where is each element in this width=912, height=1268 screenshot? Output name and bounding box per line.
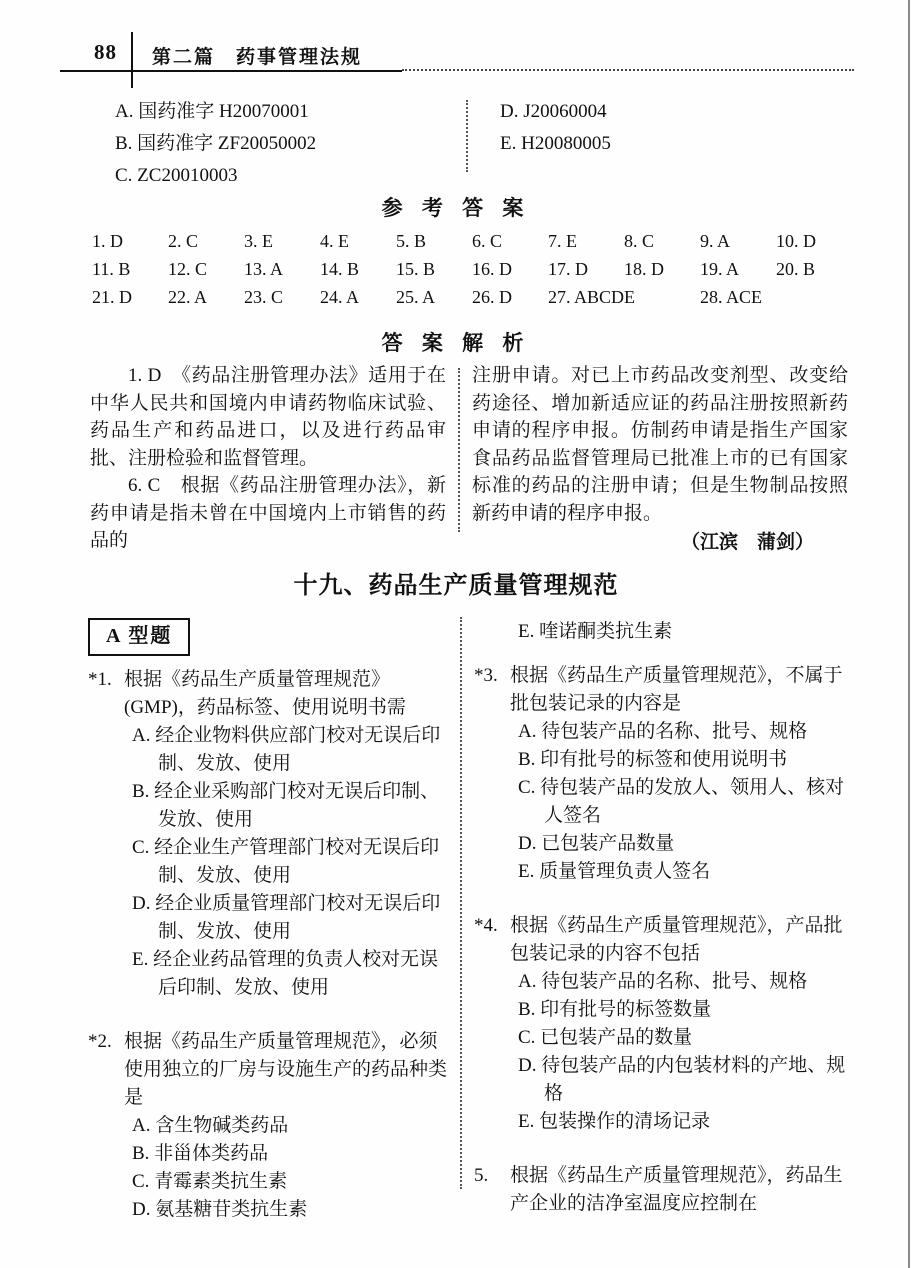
question-type-box: A 型题 (88, 618, 190, 656)
question-option: B. 印有批号的标签数量 (518, 999, 712, 1020)
answer-analysis-heading: 答 案 解 析 (381, 331, 531, 355)
analysis-paragraph: 1. D 《药品注册管理办法》适用于在中华人民共和国境内申请药物临床试验、药品生产和药品进口，以及进行药品审批、注册检验和监督管理。 (90, 365, 446, 469)
answer-cell: 2. C (168, 231, 199, 251)
answer-cell: 10. D (776, 231, 816, 251)
question-body (510, 912, 852, 1136)
answer-cell: 14. B (320, 259, 360, 279)
top-options-left-column (115, 96, 316, 192)
answer-cell: 13. A (244, 259, 284, 279)
header-rule-dotted (402, 69, 854, 71)
question-4 (474, 912, 852, 1136)
answer-cell: 26. D (472, 287, 512, 307)
question-1 (88, 666, 454, 1002)
question-stem: 根据《药品生产质量管理规范》，不属于批包装记录的内容是 (510, 665, 843, 714)
answer-cell: 1. D (92, 231, 123, 251)
question-number: 5. (474, 1165, 489, 1186)
answer-cell: 3. E (244, 231, 273, 251)
chapter-running-title: 第二篇 药事管理法规 (152, 47, 363, 68)
top-options-right-column (500, 96, 611, 160)
column-divider-dotted (466, 100, 468, 172)
question-stem: 根据《药品生产质量管理规范》，必须使用独立的厂房与设施生产的药品种类是 (124, 1031, 448, 1108)
answer-cell: 19. A (700, 259, 740, 279)
answer-cell: 24. A (320, 287, 360, 307)
answer-cell: 11. B (92, 259, 131, 279)
answer-cell: 27. ABCDE (548, 287, 636, 307)
question-body (510, 1162, 852, 1218)
answer-cell: 12. C (168, 259, 208, 279)
question-stem: 根据《药品生产质量管理规范》，药品生产企业的洁净室温度应控制在 (510, 1165, 843, 1214)
answer-cell: 20. B (776, 259, 816, 279)
question-option: B. 非甾体类药品 (132, 1143, 269, 1164)
questions-right-column (474, 612, 852, 1218)
question-2-option-e: E. 喹诺酮类抗生素 (518, 621, 673, 642)
section-title: 十九、药品生产质量管理规范 (293, 573, 619, 599)
question-5 (474, 1162, 852, 1218)
option-line: A. 国药准字 H20070001 (115, 101, 309, 122)
page-number: 88 (94, 40, 117, 64)
question-option: E. 质量管理负责人签名 (518, 861, 711, 882)
answer-cell: 18. D (624, 259, 664, 279)
question-option: C. 已包装产品的数量 (518, 1027, 693, 1048)
column-divider-dotted (460, 617, 462, 1189)
question-stem: 根据《药品生产质量管理规范》(GMP)，药品标签、使用说明书需 (124, 669, 406, 718)
question-3 (474, 662, 852, 886)
question-option: B. 印有批号的标签和使用说明书 (518, 749, 788, 770)
question-number: *2. (88, 1031, 112, 1052)
answer-cell: 6. C (472, 231, 503, 251)
page-edge-line (908, 0, 910, 1268)
answer-cell: 16. D (472, 259, 512, 279)
question-number: *4. (474, 915, 498, 936)
question-option: A. 待包装产品的名称、批号、规格 (518, 721, 808, 742)
question-option: E. 包装操作的清场记录 (518, 1111, 711, 1132)
question-option: E. 经企业药品管理的负责人校对无误后印制、发放、使用 (132, 949, 439, 998)
answer-cell: 22. A (168, 287, 208, 307)
question-stem: 根据《药品生产质量管理规范》，产品批包装记录的内容不包括 (510, 915, 843, 964)
question-option: C. 经企业生产管理部门校对无误后印制、发放、使用 (132, 837, 440, 886)
header-vertical-divider (131, 32, 133, 88)
reference-answers-heading: 参 考 答 案 (381, 196, 531, 220)
question-option: A. 经企业物料供应部门校对无误后印制、发放、使用 (132, 725, 441, 774)
analysis-authors: （江滨 蒲剑） (680, 532, 814, 553)
column-divider-dotted (458, 368, 460, 532)
question-option: D. 已包装产品数量 (518, 833, 675, 854)
questions-left-column (88, 612, 454, 1224)
question-option: D. 经企业质量管理部门校对无误后印制、发放、使用 (132, 893, 441, 942)
answer-cell: 7. E (548, 231, 577, 251)
question-2 (88, 1028, 454, 1224)
question-body (124, 1028, 454, 1224)
question-number: *3. (474, 665, 498, 686)
question-option: C. 待包装产品的发放人、领用人、核对人签名 (518, 777, 845, 826)
answer-cell: 23. C (244, 287, 284, 307)
answer-cell: 15. B (396, 259, 436, 279)
analysis-paragraph: 6. C 根据《药品注册管理办法》，新药申请是指未曾在中国境内上市销售的药品的 (90, 475, 446, 551)
question-number: *1. (88, 669, 112, 690)
analysis-paragraph: 注册申请。对已上市药品改变剂型、改变给药途径、增加新适应证的药品注册按照新药申请的程序申报。仿制药申请是指生产国家食品药品监督管理局已批准上市的已有国家标准的药品的注册申请；但是生物制品按照新药申请的程序申报。 (472, 365, 848, 524)
question-option: A. 待包装产品的名称、批号、规格 (518, 971, 808, 992)
answer-cell: 9. A (700, 231, 731, 251)
question-option: C. 青霉素类抗生素 (132, 1171, 288, 1192)
question-option: A. 含生物碱类药品 (132, 1115, 289, 1136)
option-line: C. ZC20010003 (115, 165, 238, 186)
answer-cell: 4. E (320, 231, 349, 251)
header-rule-solid (60, 70, 402, 72)
question-body (124, 666, 454, 1002)
question-option: D. 待包装产品的内包装材料的产地、规格 (518, 1055, 846, 1104)
answer-cell: 17. D (548, 259, 588, 279)
analysis-left-column (90, 362, 446, 555)
answer-cell: 8. C (624, 231, 655, 251)
analysis-right-column (472, 362, 848, 557)
option-line: D. J20060004 (500, 101, 607, 122)
question-option: B. 经企业采购部门校对无误后印制、发放、使用 (132, 781, 440, 830)
answer-cell: 25. A (396, 287, 436, 307)
question-option: D. 氨基糖苷类抗生素 (132, 1199, 308, 1220)
answer-cell: 21. D (92, 287, 132, 307)
option-line: E. H20080005 (500, 133, 611, 154)
question-body (510, 662, 852, 886)
answer-key-grid (92, 231, 852, 315)
answer-cell: 28. ACE (700, 287, 763, 307)
answer-cell: 5. B (396, 231, 427, 251)
option-line: B. 国药准字 ZF20050002 (115, 133, 317, 154)
